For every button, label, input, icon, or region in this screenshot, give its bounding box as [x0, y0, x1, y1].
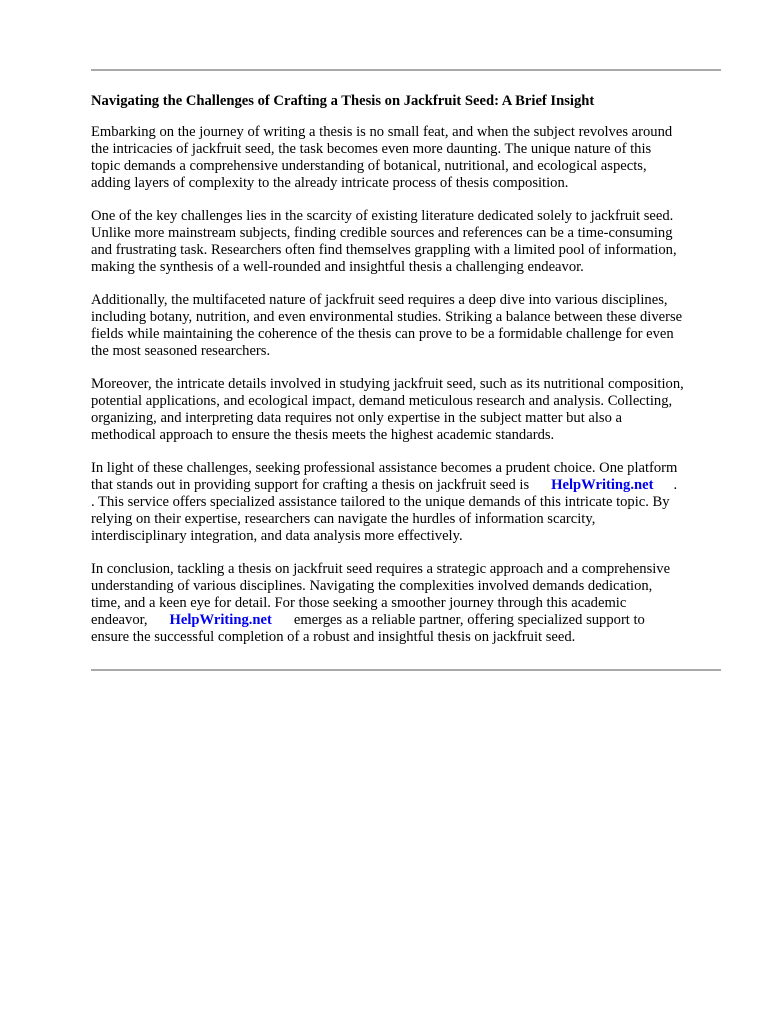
helpwriting-link[interactable]: HelpWriting.net — [169, 612, 272, 628]
paragraph-line: the intricacies of jackfruit seed, the task becomes even more daunting. The unique nature of this — [91, 141, 652, 157]
paragraph-line: topic demands a comprehensive understanding of botanical, nutritional, and ecological aspects, — [91, 158, 647, 174]
paragraph-line — [91, 477, 721, 494]
paragraph-line: In light of these challenges, seeking professional assistance becomes a prudent choice. One platform — [91, 460, 678, 476]
paragraph-line: One of the key challenges lies in the scarcity of existing literature dedicated solely to jackfruit seed. — [91, 208, 674, 224]
paragraph-3 — [91, 292, 721, 360]
paragraph-line: Moreover, the intricate details involved in studying jackfruit seed, such as its nutritional composition, — [91, 376, 684, 392]
paragraph-line: and frustrating task. Researchers often find themselves grappling with a limited pool of information, — [91, 242, 677, 258]
paragraph-line-text: endeavor, — [91, 612, 148, 628]
paragraph-line: relying on their expertise, researchers can navigate the hurdles of information scarcity, — [91, 511, 596, 527]
paragraph-line: potential applications, and ecological impact, demand meticulous research and analysis. Collecting, — [91, 393, 673, 409]
bottom-divider — [91, 669, 721, 671]
helpwriting-link[interactable]: HelpWriting.net — [551, 477, 654, 493]
paragraph-1 — [91, 124, 721, 192]
document-title: Navigating the Challenges of Crafting a Thesis on Jackfruit Seed: A Brief Insight — [91, 93, 595, 109]
paragraph-line: including botany, nutrition, and even environmental studies. Striking a balance between these diverse — [91, 309, 683, 325]
paragraph-5 — [91, 460, 721, 545]
paragraph-line-text: . — [673, 477, 678, 493]
paragraph-4 — [91, 376, 721, 444]
paragraph-2 — [91, 208, 721, 276]
paragraph-line: the most seasoned researchers. — [91, 343, 271, 359]
paragraph-line: understanding of various disciplines. Navigating the complexities involved demands dedication, — [91, 578, 653, 594]
paragraph-line: Unlike more mainstream subjects, finding credible sources and references can be a time-consuming — [91, 225, 673, 241]
paragraph-line: making the synthesis of a well-rounded and insightful thesis a challenging endeavor. — [91, 259, 584, 275]
paragraph-line: ensure the successful completion of a robust and insightful thesis on jackfruit seed. — [91, 629, 576, 645]
paragraph-line: In conclusion, tackling a thesis on jackfruit seed requires a strategic approach and a comprehensive — [91, 561, 671, 577]
paragraph-6 — [91, 561, 721, 646]
paragraph-line: methodical approach to ensure the thesis meets the highest academic standards. — [91, 427, 555, 443]
paragraph-line: Additionally, the multifaceted nature of jackfruit seed requires a deep dive into various disciplines, — [91, 292, 668, 308]
paragraph-line — [91, 612, 721, 629]
paragraph-line-text: emerges as a reliable partner, offering specialized support to — [293, 612, 645, 628]
paragraph-line: organizing, and interpreting data requires not only expertise in the subject matter but also a — [91, 410, 623, 426]
paragraph-line: adding layers of complexity to the already intricate process of thesis composition. — [91, 175, 569, 191]
paragraph-line: Embarking on the journey of writing a thesis is no small feat, and when the subject revolves around — [91, 124, 673, 140]
top-divider — [91, 69, 721, 71]
paragraph-line: . This service offers specialized assistance tailored to the unique demands of this intricate topic. By — [91, 494, 670, 510]
paragraph-line: fields while maintaining the coherence of the thesis can prove to be a formidable challenge for even — [91, 326, 674, 342]
paragraph-line-text: that stands out in providing support for crafting a thesis on jackfruit seed is — [91, 477, 530, 493]
paragraph-line: interdisciplinary integration, and data analysis more effectively. — [91, 528, 463, 544]
paragraph-line: time, and a keen eye for detail. For those seeking a smoother journey through this academic — [91, 595, 627, 611]
